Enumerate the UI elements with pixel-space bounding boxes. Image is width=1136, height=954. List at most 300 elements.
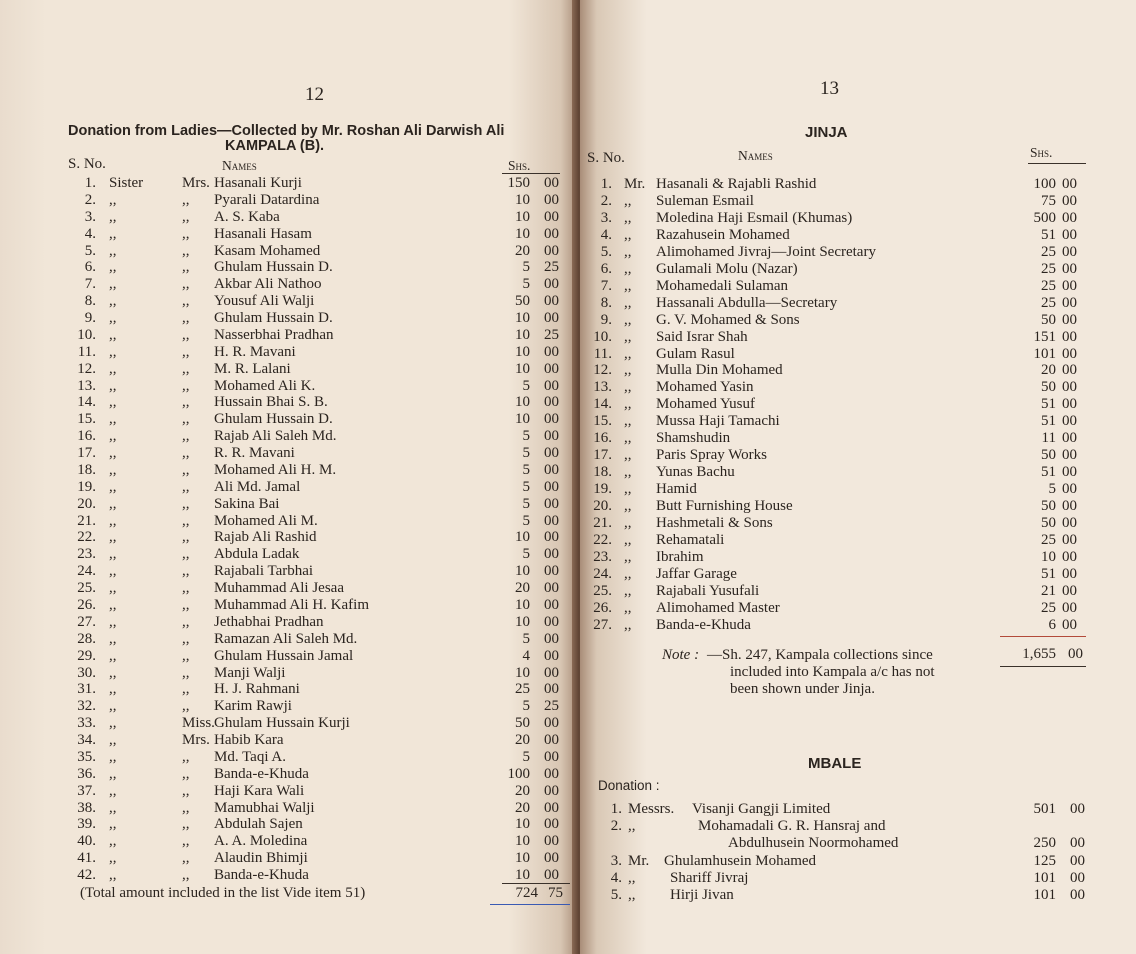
row-number: 26. (593, 599, 612, 616)
row-title: ,, (182, 259, 190, 276)
row-name: Pyarali Datardina (214, 191, 320, 208)
row-shs: 250 (1033, 835, 1056, 852)
row-cts: 00 (1062, 548, 1077, 565)
row-name: Muhammad Ali Jesaa (214, 580, 344, 597)
row-name: Paris Spray Works (656, 447, 768, 464)
row-title: ,, (109, 225, 117, 242)
row-cts: 00 (544, 428, 559, 445)
row-name: Shariff Jivraj (670, 869, 749, 886)
row-title: ,, (109, 208, 117, 225)
row-title: ,, (182, 495, 190, 512)
table-row (580, 532, 1136, 549)
row-name: Ghulam Hussain D. (214, 259, 333, 276)
row-shs: 11 (1041, 430, 1056, 447)
row-shs: 500 (1033, 209, 1056, 226)
row-cts: 00 (1062, 464, 1077, 481)
row-cts: 00 (544, 748, 559, 765)
table-row (0, 276, 578, 293)
row-name: Yousuf Ali Walji (214, 293, 315, 310)
row-shs: 50 (1041, 311, 1056, 328)
row-shs: 10 (515, 310, 530, 327)
row-number: 25. (77, 580, 96, 597)
row-number: 7. (84, 276, 96, 293)
row-number: 38. (77, 799, 96, 816)
table-row (580, 600, 1136, 617)
row-name: Moledina Haji Esmail (Khumas) (656, 209, 853, 226)
row-cts: 00 (1070, 801, 1085, 817)
row-title: ,, (624, 413, 632, 430)
row-number: 29. (77, 647, 96, 664)
row-shs: 75 (1041, 192, 1056, 209)
sum-rule (1000, 636, 1086, 637)
row-number: 5. (600, 243, 612, 260)
section-heading-mbale: MBALE (808, 755, 862, 772)
row-name: Mussa Haji Tamachi (656, 413, 780, 430)
row-title: ,, (182, 377, 190, 394)
row-number: 34. (77, 732, 96, 749)
row-title: Mr. (628, 852, 650, 869)
row-cts: 00 (544, 563, 559, 580)
row-title: ,, (109, 310, 117, 327)
row-shs: 51 (1041, 226, 1056, 243)
row-name: Manji Walji (214, 664, 286, 681)
row-name: Sakina Bai (214, 495, 280, 512)
row-name: Hasanali Hasam (214, 225, 312, 242)
row-number: 4. (600, 226, 612, 243)
row-cts: 00 (1062, 362, 1077, 379)
row-title: ,, (182, 191, 190, 208)
row-cts: 00 (544, 478, 559, 495)
table-row (580, 549, 1136, 566)
row-cts: 00 (1062, 413, 1077, 430)
row-shs: 5 (522, 512, 530, 529)
row-number: 5. (84, 242, 96, 259)
row-shs: 10 (515, 411, 530, 428)
row-cts: 25 (544, 326, 559, 343)
row-title: ,, (182, 698, 190, 715)
table-row (0, 513, 578, 530)
row-title: Sister (109, 175, 144, 191)
row-shs: 20 (515, 242, 530, 259)
row-shs: 4 (522, 647, 530, 664)
table-row (580, 193, 1136, 210)
row-name: Butt Furnishing House (656, 498, 793, 515)
row-number: 21. (77, 512, 96, 529)
row-shs: 10 (515, 225, 530, 242)
row-shs: 50 (1041, 379, 1056, 396)
row-name: Alaudin Bhimji (214, 850, 308, 867)
row-cts: 00 (544, 293, 559, 310)
row-shs: 20 (515, 732, 530, 749)
row-title: ,, (109, 613, 117, 630)
row-number: 30. (77, 664, 96, 681)
row-number: 23. (593, 548, 612, 565)
row-number: 24. (593, 565, 612, 582)
row-title: ,, (182, 411, 190, 428)
row-number: 42. (77, 867, 96, 884)
row-cts: 00 (1062, 345, 1077, 362)
row-shs: 5 (1048, 481, 1056, 498)
table-row (0, 783, 578, 800)
row-number: 26. (77, 597, 96, 613)
row-shs: 10 (515, 664, 530, 681)
row-shs: 125 (1033, 852, 1056, 869)
row-cts: 00 (1062, 192, 1077, 209)
row-title: ,, (109, 478, 117, 495)
row-cts: 00 (544, 732, 559, 749)
row-number: 14. (77, 394, 96, 411)
row-cts: 00 (544, 850, 559, 867)
table-row (580, 583, 1136, 600)
row-shs: 50 (1041, 447, 1056, 464)
table-row (580, 176, 1136, 193)
row-number: 2. (84, 191, 96, 208)
row-title: ,, (109, 765, 117, 782)
row-title: ,, (624, 464, 632, 481)
row-title: ,, (624, 616, 632, 633)
row-title: ,, (109, 242, 117, 259)
table-row (0, 243, 578, 260)
right-page (580, 0, 1136, 954)
page-title: Donation from Ladies—Collected by Mr. Roshan Ali Darwish Ali (68, 123, 505, 139)
row-title: ,, (182, 613, 190, 630)
row-number: 20. (77, 495, 96, 512)
table-row (0, 816, 578, 833)
row-shs: 101 (1033, 887, 1056, 903)
row-name: A. A. Moledina (214, 833, 308, 850)
table-row (0, 698, 578, 715)
row-name: Mamubhai Walji (214, 799, 315, 816)
header-rule (1028, 163, 1086, 164)
row-number: 12. (77, 360, 96, 377)
row-number: 31. (77, 681, 96, 698)
row-title: ,, (182, 512, 190, 529)
row-name: Alimohamed Jivraj—Joint Secretary (656, 243, 876, 260)
table-row (0, 175, 578, 192)
row-name: Haji Kara Wali (214, 782, 305, 799)
row-shs: 10 (515, 597, 530, 613)
table-row (580, 801, 1136, 818)
row-cts: 00 (1062, 582, 1077, 599)
row-name: Banda-e-Khuda (214, 765, 309, 782)
row-title: ,, (182, 563, 190, 580)
row-title: ,, (109, 850, 117, 867)
row-cts: 00 (1062, 328, 1077, 345)
row-title: ,, (109, 647, 117, 664)
row-shs: 10 (515, 833, 530, 850)
row-title: ,, (109, 293, 117, 310)
row-number: 19. (593, 481, 612, 498)
row-shs: 25 (1041, 531, 1056, 548)
table-row (580, 278, 1136, 295)
table-row (580, 818, 1136, 835)
row-title: ,, (624, 565, 632, 582)
row-shs: 100 (507, 765, 530, 782)
table-row (0, 394, 578, 411)
row-title: ,, (109, 597, 117, 613)
note-rule (1000, 666, 1086, 667)
row-number: 16. (593, 430, 612, 447)
row-number: 11. (77, 343, 96, 360)
row-number: 10. (593, 328, 612, 345)
row-title: ,, (109, 799, 117, 816)
row-name: Md. Taqi A. (214, 748, 287, 765)
row-title: ,, (109, 512, 117, 529)
table-row (580, 261, 1136, 278)
row-cts: 00 (1070, 835, 1085, 852)
row-name: Hamid (656, 481, 697, 498)
row-name: Mohamed Ali M. (214, 512, 318, 529)
table-row (0, 378, 578, 395)
row-title: ,, (182, 546, 190, 563)
row-shs: 150 (507, 175, 530, 191)
row-title: ,, (182, 799, 190, 816)
row-number: 28. (77, 630, 96, 647)
table-row (580, 447, 1136, 464)
row-cts: 00 (544, 681, 559, 698)
row-title: Mr. (624, 176, 646, 192)
row-cts: 00 (544, 360, 559, 377)
section-heading: KAMPALA (B). (225, 138, 325, 154)
table-row (0, 293, 578, 310)
row-title: ,, (624, 599, 632, 616)
row-name: Jethabhai Pradhan (214, 613, 324, 630)
row-name: M. R. Lalani (214, 360, 291, 377)
total-cts: 75 (548, 885, 563, 901)
row-number: 3. (84, 208, 96, 225)
table-row (0, 529, 578, 546)
row-name: Ghulam Hussain Jamal (214, 647, 354, 664)
row-name: Mohamed Yusuf (656, 396, 756, 413)
table-row (0, 479, 578, 496)
row-title: ,, (109, 681, 117, 698)
row-cts: 00 (1062, 531, 1077, 548)
row-cts: 00 (1062, 209, 1077, 226)
row-number: 12. (593, 362, 612, 379)
table-row (580, 887, 1136, 904)
table-row (0, 648, 578, 665)
row-shs: 5 (522, 748, 530, 765)
row-title: ,, (109, 445, 117, 462)
row-shs: 151 (1033, 328, 1056, 345)
row-number: 23. (77, 546, 96, 563)
row-cts: 00 (544, 461, 559, 478)
row-shs: 10 (515, 850, 530, 867)
section-heading-jinja: JINJA (805, 124, 848, 141)
row-title: ,, (624, 447, 632, 464)
row-title: ,, (182, 276, 190, 293)
row-cts: 00 (544, 715, 559, 732)
row-title: ,, (109, 630, 117, 647)
row-cts: 00 (1062, 599, 1077, 616)
row-cts: 00 (544, 630, 559, 647)
row-number: 8. (84, 293, 96, 310)
row-title: ,, (182, 326, 190, 343)
table-row (580, 430, 1136, 447)
col-header-sno: S. No. (68, 156, 106, 172)
row-cts: 00 (544, 394, 559, 411)
row-number: 10. (77, 326, 96, 343)
row-cts: 00 (544, 647, 559, 664)
row-number: 4. (610, 869, 622, 886)
table-row (0, 428, 578, 445)
row-number: 22. (593, 531, 612, 548)
row-name: Rajab Ali Rashid (214, 529, 317, 546)
row-shs: 51 (1041, 565, 1056, 582)
row-shs: 50 (515, 293, 530, 310)
total-label: (Total amount included in the list Vide item 51) (80, 885, 366, 901)
row-cts: 00 (1062, 294, 1077, 311)
row-cts: 00 (544, 208, 559, 225)
row-shs: 10 (515, 191, 530, 208)
row-shs: 25 (1041, 260, 1056, 277)
row-name: Rehamatali (656, 531, 725, 548)
row-shs: 50 (515, 715, 530, 732)
row-number: 35. (77, 748, 96, 765)
row-name: Rajabali Yusufali (656, 582, 760, 599)
note-label: Note : (662, 647, 700, 663)
row-title: Mrs. (182, 732, 210, 749)
row-number: 8. (600, 294, 612, 311)
row-name: Karim Rawji (214, 698, 292, 715)
row-title: ,, (624, 345, 632, 362)
row-name: Hasanali & Rajabli Rashid (656, 176, 817, 192)
table-row (580, 870, 1136, 887)
row-title: ,, (109, 495, 117, 512)
row-number: 3. (610, 852, 622, 869)
row-title: ,, (109, 664, 117, 681)
row-title: ,, (182, 664, 190, 681)
row-cts: 00 (544, 597, 559, 613)
row-title: ,, (624, 481, 632, 498)
row-number: 2. (610, 818, 622, 835)
table-row (580, 853, 1136, 870)
row-number: 1. (610, 801, 622, 817)
row-name: Mohamed Yasin (656, 379, 754, 396)
col-header-shs: Shs. (1030, 145, 1053, 160)
row-title: ,, (109, 461, 117, 478)
row-number: 2. (600, 192, 612, 209)
table-row (0, 226, 578, 243)
row-title: ,, (624, 192, 632, 209)
row-shs: 5 (522, 377, 530, 394)
row-shs: 5 (522, 461, 530, 478)
row-number: 7. (600, 277, 612, 294)
row-number: 6. (84, 259, 96, 276)
row-name: Ghulamhusein Mohamed (664, 852, 817, 869)
row-title: ,, (182, 630, 190, 647)
row-title: ,, (182, 681, 190, 698)
note-line: —Sh. 247, Kampala collections since (707, 647, 933, 663)
table-row (580, 312, 1136, 329)
row-cts: 00 (544, 495, 559, 512)
table-row (580, 498, 1136, 515)
row-cts: 00 (544, 664, 559, 681)
row-title: ,, (182, 394, 190, 411)
row-name: Visanji Gangji Limited (692, 801, 831, 817)
row-cts: 00 (544, 782, 559, 799)
row-number: 36. (77, 765, 96, 782)
row-title: ,, (624, 260, 632, 277)
note-total-shs: 1,655 (1022, 646, 1056, 662)
row-title: ,, (624, 294, 632, 311)
row-title: ,, (109, 580, 117, 597)
row-number: 16. (77, 428, 96, 445)
row-shs: 20 (515, 799, 530, 816)
table-row (580, 244, 1136, 261)
row-title: ,, (109, 394, 117, 411)
table-row (580, 413, 1136, 430)
row-name: Ghulam Hussain D. (214, 310, 333, 327)
row-name: Rajabali Tarbhai (214, 563, 314, 580)
row-title: ,, (182, 360, 190, 377)
row-number: 5. (610, 887, 622, 903)
row-cts: 00 (544, 445, 559, 462)
row-title: ,, (182, 782, 190, 799)
table-row (0, 850, 578, 867)
row-title: ,, (109, 326, 117, 343)
row-name: Ghulam Hussain D. (214, 411, 333, 428)
row-cts: 00 (1062, 243, 1077, 260)
row-name: Hassanali Abdulla—Secretary (656, 294, 838, 311)
row-cts: 00 (544, 580, 559, 597)
row-name: H. R. Mavani (214, 343, 296, 360)
row-title: ,, (109, 563, 117, 580)
row-name: Shamshudin (656, 430, 731, 447)
row-title: ,, (109, 867, 117, 884)
row-name: Abdula Ladak (214, 546, 300, 563)
row-title: ,, (624, 531, 632, 548)
row-title: ,, (182, 428, 190, 445)
table-row (0, 496, 578, 513)
row-shs: 25 (1041, 243, 1056, 260)
table-row (0, 462, 578, 479)
row-shs: 51 (1041, 396, 1056, 413)
row-title: ,, (182, 765, 190, 782)
row-number: 15. (77, 411, 96, 428)
row-title: Messrs. (628, 801, 675, 817)
row-number: 22. (77, 529, 96, 546)
row-shs: 10 (515, 563, 530, 580)
row-shs: 10 (515, 529, 530, 546)
col-header-shs: Shs. (508, 158, 531, 173)
row-name: Ghulam Hussain Kurji (214, 715, 350, 732)
table-row (0, 563, 578, 580)
row-number: 6. (600, 260, 612, 277)
row-title: ,, (624, 498, 632, 515)
row-cts: 00 (544, 833, 559, 850)
row-name: R. R. Mavani (214, 445, 295, 462)
row-shs: 50 (1041, 498, 1056, 515)
row-name: A. S. Kaba (214, 208, 280, 225)
note-total-cts: 00 (1068, 646, 1083, 662)
row-cts: 00 (1062, 396, 1077, 413)
table-row (0, 411, 578, 428)
row-cts: 00 (544, 799, 559, 816)
row-number: 14. (593, 396, 612, 413)
row-shs: 101 (1033, 869, 1056, 886)
row-number: 13. (593, 379, 612, 396)
table-row (0, 192, 578, 209)
row-title: ,, (624, 379, 632, 396)
row-number: 1. (84, 175, 96, 191)
row-number: 13. (77, 377, 96, 394)
row-cts: 00 (544, 242, 559, 259)
row-cts: 00 (1062, 498, 1077, 515)
table-row (0, 732, 578, 749)
row-number: 18. (593, 464, 612, 481)
row-shs: 20 (1041, 362, 1056, 379)
